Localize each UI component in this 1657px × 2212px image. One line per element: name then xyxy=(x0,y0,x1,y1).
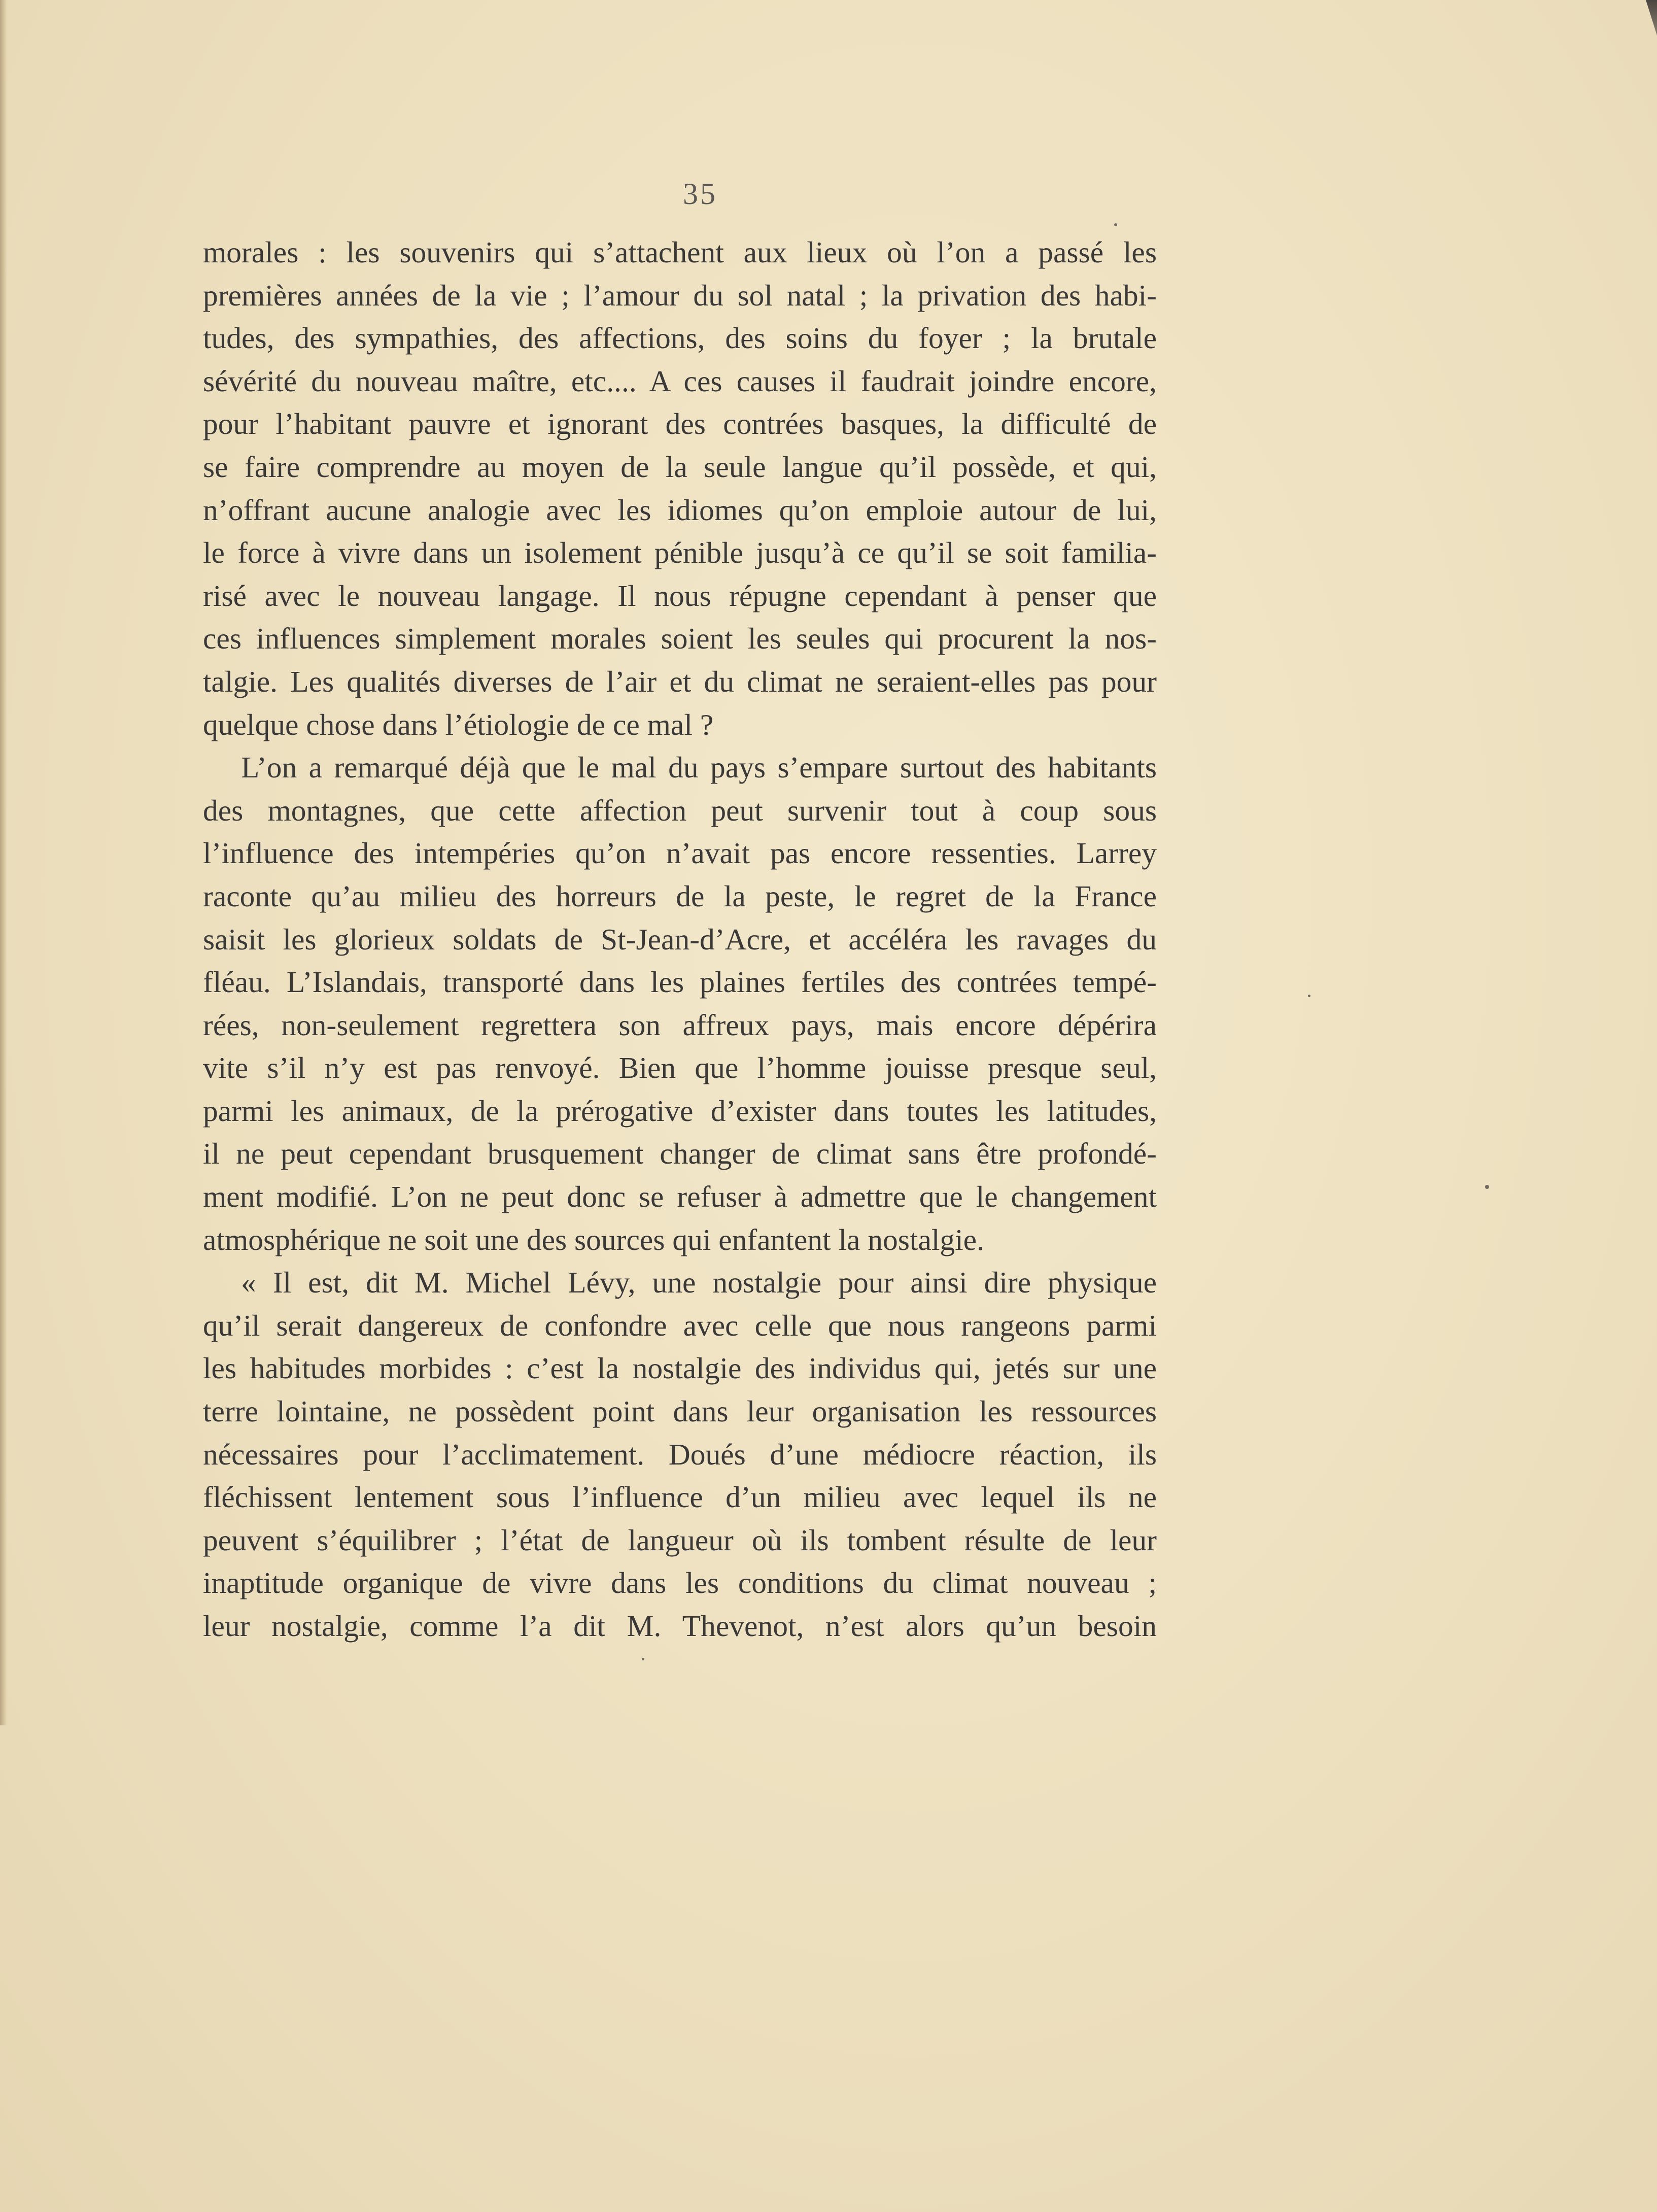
text-line: terre lointaine, ne possèdent point dans leur organisation les ressources xyxy=(203,1394,1157,1428)
text-line: ces influences simplement morales soient les seules qui procurent la nos- xyxy=(203,622,1157,656)
text-line: rées, non-seulement regrettera son affreux pays, mais encore dépérira xyxy=(203,1008,1157,1042)
text-line: premières années de la vie ; l’amour du sol natal ; la privation des habi- xyxy=(203,278,1157,312)
paragraph-3 xyxy=(203,1261,1157,1647)
text-line: nécessaires pour l’acclimatement. Doués d’une médiocre réaction, ils xyxy=(203,1437,1157,1471)
text-line: fléau. L’Islandais, transporté dans les plaines fertiles des contrées tempé- xyxy=(203,965,1157,999)
text-line: vite s’il n’y est pas renvoyé. Bien que l’homme jouisse presque seul, xyxy=(203,1051,1157,1085)
text-line: talgie. Les qualités diverses de l’air et du climat ne seraient-elles pas pour xyxy=(203,664,1157,698)
text-line: le force à vivre dans un isolement pénible jusqu’à ce qu’il se soit familia- xyxy=(203,536,1157,570)
paper-speck xyxy=(1308,995,1310,997)
text-line: fléchissent lentement sous l’influence d’un milieu avec lequel ils ne xyxy=(203,1480,1157,1514)
paper-speck xyxy=(1485,1185,1489,1189)
text-line: peuvent s’équilibrer ; l’état de langueur où ils tombent résulte de leur xyxy=(203,1523,1157,1557)
text-line: « Il est, dit M. Michel Lévy, une nostalgie pour ainsi dire physique xyxy=(241,1266,1157,1300)
text-line: l’influence des intempéries qu’on n’avait pas encore ressenties. Larrey xyxy=(203,836,1157,870)
paragraph-2 xyxy=(203,746,1157,1261)
text-line: morales : les souvenirs qui s’attachent aux lieux où l’on a passé les xyxy=(203,235,1157,269)
paper-speck xyxy=(642,1658,644,1660)
paragraph-1 xyxy=(203,231,1157,746)
text-line: quelque chose dans l’étiologie de ce mal ? xyxy=(203,707,714,741)
text-line: des montagnes, que cette affection peut survenir tout à coup sous xyxy=(203,793,1157,827)
page-corner-mark xyxy=(1646,0,1657,36)
text-line: qu’il serait dangereux de confondre avec celle que nous rangeons parmi xyxy=(203,1308,1157,1342)
text-line: n’offrant aucune analogie avec les idiomes qu’on emploie autour de lui, xyxy=(203,493,1157,527)
text-line: risé avec le nouveau langage. Il nous répugne cependant à penser que xyxy=(203,578,1157,612)
text-line: tudes, des sympathies, des affections, des soins du foyer ; la brutale xyxy=(203,321,1157,355)
text-line: se faire comprendre au moyen de la seule langue qu’il possède, et qui, xyxy=(203,450,1157,484)
text-line: il ne peut cependant brusquement changer de climat sans être profondé- xyxy=(203,1137,1157,1171)
page-number: 35 xyxy=(683,177,717,211)
text-line: pour l’habitant pauvre et ignorant des contrées basques, la difficulté de xyxy=(203,407,1157,441)
text-line: atmosphérique ne soit une des sources qui enfantent la nostalgie. xyxy=(203,1222,984,1256)
text-line: leur nostalgie, comme l’a dit M. Thevenot, n’est alors qu’un besoin xyxy=(203,1609,1157,1643)
text-line: ment modifié. L’on ne peut donc se refuser à admettre que le changement xyxy=(203,1180,1157,1214)
text-line: les habitudes morbides : c’est la nostalgie des individus qui, jetés sur une xyxy=(203,1351,1157,1385)
text-line: raconte qu’au milieu des horreurs de la peste, le regret de la France xyxy=(203,879,1157,913)
text-line: sévérité du nouveau maître, etc.... A ces causes il faudrait joindre encore, xyxy=(203,364,1157,398)
body-text xyxy=(203,231,1157,1648)
text-line: inaptitude organique de vivre dans les conditions du climat nouveau ; xyxy=(203,1566,1157,1600)
page-left-edge xyxy=(0,0,7,1725)
text-line: saisit les glorieux soldats de St-Jean-d’Acre, et accéléra les ravages du xyxy=(203,922,1157,956)
paper-speck xyxy=(1114,223,1117,226)
text-line: L’on a remarqué déjà que le mal du pays s’empare surtout des habitants xyxy=(241,751,1157,785)
text-line: parmi les animaux, de la prérogative d’exister dans toutes les latitudes, xyxy=(203,1094,1157,1128)
